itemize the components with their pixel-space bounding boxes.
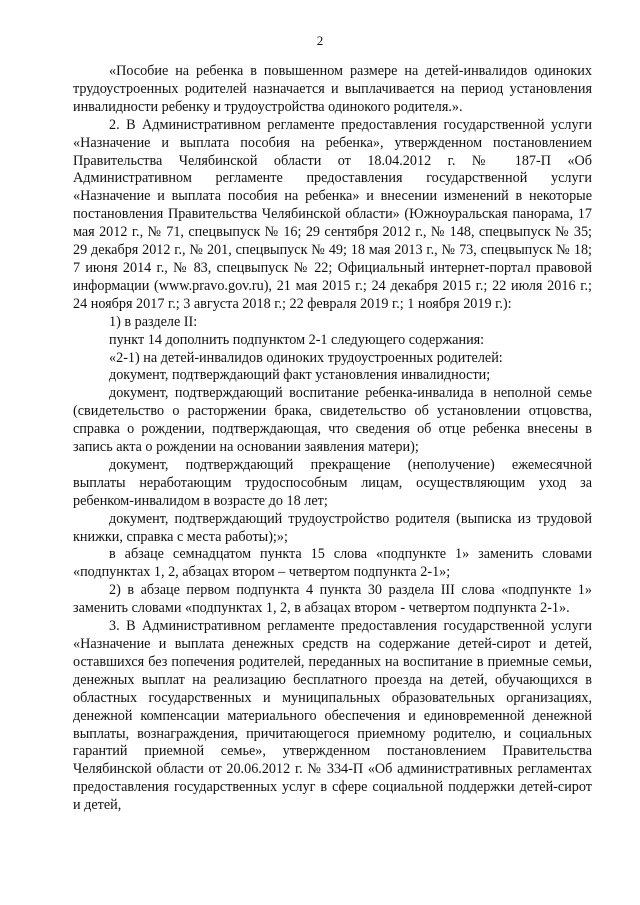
paragraph-subpoint-2-1: «2-1) на детей-инвалидов одиноких трудоустроенных родителей: [109, 349, 503, 366]
paragraph-point-15-amendment: в абзаце семнадцатом пункта 15 слова «подпункте 1» заменить словами «подпунктах 1, 2, абзацах втором – четвертом подпункта 2-1»; [73, 546, 592, 581]
paragraph-benefit-quote: «Пособие на ребенка в повышенном размере на детей-инвалидов одиноких трудоустроенных родителей назначается и выплачивается на период установления инвалидности ребенку и трудоустройства одинокого родителя.». [73, 63, 592, 115]
paragraph-item-3-regulation: 3. В Административном регламенте предоставления государственной услуги «Назначение и выплата денежных средств на содержание детей-сирот и детей, оставшихся без попечения родителей, переданных на воспитание в приемные семьи, денежных выплат на реализацию бесплатного проезда на детей, обучающихся в областных государственных и муниципальных образовательных организациях, денежной компенсации материального обеспечения и единовременной денежной выплаты, вознаграждения, причитающегося приемному родителю, и социальных гарантий приемной семье», утвержденном постановлением Правительства Челябинской области от 20.06.2012 г. № 334-П «Об административных регламентах предоставления государственных услуг в сфере социальной поддержки детей-сирот и детей, [73, 618, 592, 814]
paragraph-item-2-regulation: 2. В Административном регламенте предоставления государственной услуги «Назначение и выплата пособия на ребенка», утвержденном постановлением Правительства Челябинской области от 18.04.2012 г. № 187-П «Об Административном регламенте предоставления государственной услуги «Назначение и выплата пособия на ребенка» и внесении изменений в некоторые постановления Правительства Челябинской области» (Южноуральская панорама, 17 мая 2012 г., № 71, спецвыпуск № 16; 29 сентября 2012 г., № 148, спецвыпуск № 35; 29 декабря 2012 г., № 201, спецвыпуск № 49; 18 мая 2013 г., № 73, спецвыпуск № 18; 7 июня 2014 г., № 83, спецвыпуск № 22; Официальный интернет-портал правовой информации (www.pravo.gov.ru), 21 мая 2015 г.; 24 декабря 2015 г.; 22 июля 2016 г.; 24 ноября 2017 г.; 3 августа 2018 г.; 22 февраля 2019 г.; 1 ноября 2019 г.): [73, 116, 592, 312]
document-body [73, 63, 592, 815]
paragraph-disability-document: документ, подтверждающий факт установления инвалидности; [109, 367, 491, 384]
paragraph-point-14: пункт 14 дополнить подпунктом 2-1 следующего содержания: [109, 331, 485, 348]
paragraph-payment-termination-document: документ, подтверждающий прекращение (неполучение) ежемесячной выплаты неработающим трудоспособным лицам, осуществляющим уход за ребенком-инвалидом в возрасте до 18 лет; [73, 456, 592, 509]
paragraph-item-2-amendment: 2) в абзаце первом подпункта 4 пункта 30 раздела III слова «подпункте 1» заменить словами «подпунктах 1, 2, в абзацах втором - четвертом подпункта 2-1». [73, 582, 592, 617]
page-number: 2 [316, 33, 324, 48]
paragraph-section-ii: 1) в разделе II: [109, 313, 198, 330]
paragraph-single-parent-document: документ, подтверждающий воспитание ребенка-инвалида в неполной семье (свидетельство о расторжении брака, свидетельство об установлении отцовства, справка о рождении, подтверждающая, что сведения об отце ребенка внесены в запись акта о рождении на основании заявления матери); [73, 385, 592, 456]
paragraph-employment-document: документ, подтверждающий трудоустройство родителя (выписка из трудовой книжки, справка с места работы);»; [73, 510, 592, 545]
